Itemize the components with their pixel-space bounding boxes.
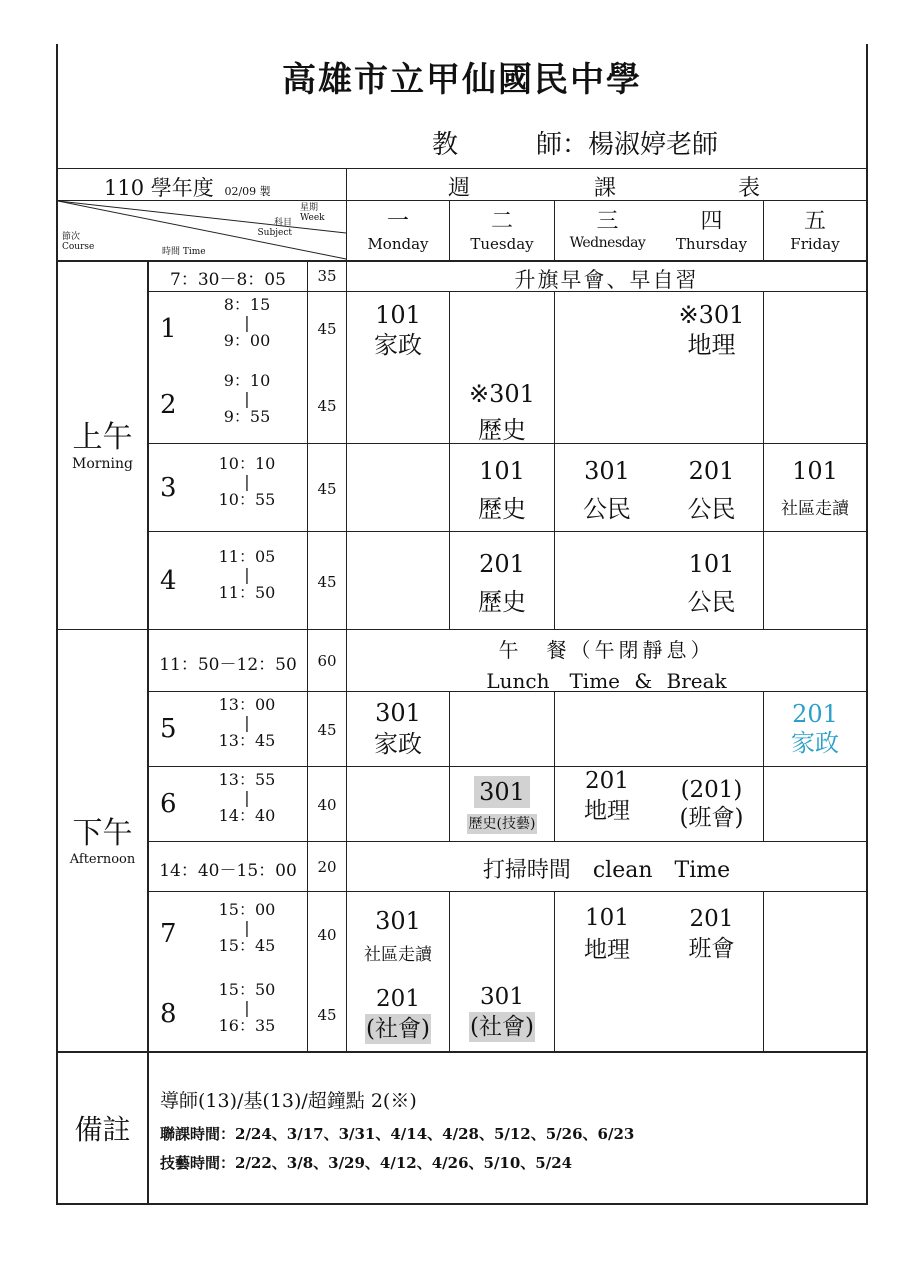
day-zh: 四 (700, 209, 723, 234)
period-end: 14：40 (218, 806, 276, 825)
day-en: Thursday (675, 235, 748, 253)
period-end: 13：45 (218, 731, 276, 750)
class-cell-thu-p7 (660, 904, 763, 964)
period-start: 11：05 (218, 547, 276, 566)
morning-zh: 上午 (72, 420, 133, 455)
period-time (200, 372, 294, 426)
class-cell-mon-p5 (347, 698, 449, 760)
class-subject: 社區走讀 (781, 499, 849, 519)
period-sep: | (244, 918, 250, 937)
clean-time: 14：40－15：00 (159, 861, 297, 881)
class-code: 301 (375, 699, 421, 727)
class-code: 301 (480, 984, 524, 1010)
period-sep: | (244, 713, 250, 732)
period-number: 5 (160, 714, 177, 744)
class-code: 201 (479, 550, 525, 578)
day-zh: 五 (803, 209, 826, 234)
class-subject: 地理 (687, 331, 736, 359)
class-subject: 公民 (687, 495, 736, 523)
period-end: 9：00 (223, 331, 271, 350)
day-zh: 一 (386, 209, 409, 234)
period-sep: | (244, 788, 250, 807)
period-time (200, 548, 294, 602)
period-start: 15：00 (218, 900, 276, 919)
class-subject: 歷史 (478, 495, 526, 523)
class-subject: 歷史 (478, 588, 526, 616)
afternoon-label (58, 808, 147, 867)
class-code: ※301 (678, 301, 745, 329)
period-sep: | (244, 998, 250, 1017)
class-code: ※301 (469, 380, 535, 408)
morning-en: Morning (72, 456, 133, 472)
school-year-date: 02/09 製 (224, 185, 271, 198)
period-time (200, 901, 294, 955)
schedule-title-table: 表 (738, 176, 761, 201)
lunch-text-zh: 午 餐（午閉靜息） (498, 638, 715, 662)
class-code: 101 (375, 301, 421, 329)
period-start: 10：10 (218, 454, 276, 473)
class-cell-mon-p8 (347, 984, 449, 1044)
class-code: 101 (792, 457, 838, 485)
class-cell-tue-p4 (450, 545, 554, 621)
period-end: 10：55 (218, 490, 276, 509)
school-year (104, 172, 271, 202)
notes-line-1: 導師(13)/基(13)/超鐘點 2(※) (160, 1090, 417, 1112)
day-header-wednesday (555, 204, 660, 251)
class-subject: 歷史(技藝) (468, 816, 536, 832)
morning-label (58, 412, 147, 472)
period-start: 13：00 (218, 695, 276, 714)
class-cell-thu-p6 (660, 776, 763, 832)
day-en: Friday (790, 235, 840, 253)
class-cell-mon-p1 (347, 300, 449, 360)
clean-minutes: 20 (317, 858, 337, 876)
class-cell-thu-p3 (660, 452, 763, 528)
school-year-label: 110 學年度 (104, 176, 214, 200)
class-code: 201 (688, 457, 735, 485)
corner-subject: 科目 Subject (257, 218, 292, 238)
period-time (200, 981, 294, 1035)
class-cell-wed-p6 (555, 766, 659, 826)
period-minutes: 45 (317, 397, 337, 415)
class-subject: (班會) (679, 805, 744, 831)
period-end: 15：45 (218, 936, 276, 955)
class-code: 101 (688, 550, 735, 578)
class-subject: (社會) (366, 1016, 430, 1042)
period-minutes: 40 (317, 796, 337, 814)
day-zh: 二 (490, 209, 513, 234)
period-time (200, 771, 294, 825)
class-code: 101 (585, 905, 629, 931)
class-cell-thu-p4 (660, 545, 763, 621)
period-time (200, 296, 294, 350)
corner-week: 星期 Week (300, 203, 325, 223)
period-end: 9：55 (223, 407, 271, 426)
flag-time: 7：30－8：05 (170, 270, 286, 290)
afternoon-en: Afternoon (69, 852, 136, 867)
period-minutes: 45 (317, 573, 337, 591)
period-minutes: 45 (317, 721, 337, 739)
class-subject: 班會 (688, 936, 735, 962)
clean-text: 打掃時間 clean Time (482, 858, 731, 883)
class-code: 101 (479, 457, 525, 485)
class-cell-mon-p7 (347, 904, 449, 972)
day-header-tuesday (450, 204, 554, 253)
class-code: 201 (585, 768, 629, 794)
class-code: 201 (689, 906, 734, 932)
period-start: 15：50 (218, 980, 276, 999)
notes-label: 備註 (74, 1113, 131, 1146)
class-subject: 歷史 (478, 416, 526, 444)
corner-time: 時間 Time (162, 247, 206, 257)
day-en: Tuesday (470, 235, 534, 253)
period-number: 4 (160, 566, 177, 596)
period-sep: | (244, 472, 250, 491)
period-minutes: 45 (317, 320, 337, 338)
period-number: 7 (160, 919, 177, 949)
period-minutes: 40 (317, 926, 337, 944)
period-sep: | (244, 313, 250, 332)
class-code: (201) (680, 777, 743, 803)
corner-session: 節次 Course (62, 232, 95, 252)
class-code: 201 (792, 700, 838, 728)
class-cell-fri-p3 (764, 452, 866, 528)
period-time (200, 696, 294, 750)
flag-minutes: 35 (317, 267, 337, 285)
period-start: 8：15 (223, 295, 271, 314)
class-code: 301 (474, 776, 530, 808)
period-sep: | (244, 565, 250, 584)
class-cell-wed-p3 (555, 452, 659, 528)
class-cell-tue-p2 (450, 376, 554, 448)
afternoon-zh: 下午 (72, 816, 133, 851)
notes-line-3: 技藝時間：2/22、3/8、3/29、4/12、4/26、5/10、5/24 (160, 1154, 573, 1172)
period-number: 2 (160, 390, 177, 420)
schedule-title-class: 課 (594, 176, 617, 201)
day-header-thursday (660, 204, 763, 253)
period-start: 9：10 (223, 371, 271, 390)
class-subject: 家政 (791, 729, 839, 757)
class-cell-fri-p5 (764, 700, 866, 758)
class-cell-tue-p8 (450, 982, 554, 1042)
period-number: 1 (160, 314, 177, 344)
period-sep: | (244, 389, 250, 408)
day-zh: 三 (596, 209, 619, 234)
period-minutes: 45 (317, 480, 337, 498)
teacher-name: 教 師：楊淑婷老師 (432, 130, 719, 160)
class-subject: 公民 (687, 588, 736, 616)
class-subject: 家政 (374, 331, 422, 359)
notes-line-2: 聯課時間：2/24、3/17、3/31、4/14、4/28、5/12、5/26、6/23 (160, 1125, 635, 1143)
period-number: 8 (160, 999, 177, 1029)
class-code: 301 (584, 457, 630, 485)
class-subject: 地理 (584, 937, 630, 963)
day-header-friday (764, 204, 866, 253)
period-number: 6 (160, 789, 177, 819)
period-end: 11：50 (218, 583, 276, 602)
class-code: 201 (376, 986, 420, 1012)
lunch-minutes: 60 (317, 652, 337, 670)
day-en: Wednesday (569, 235, 646, 251)
lunch-text-en: Lunch Time & Break (486, 669, 727, 693)
class-code: 301 (375, 907, 421, 935)
class-subject: 社區走讀 (364, 945, 432, 965)
day-en: Monday (367, 235, 429, 253)
period-start: 13：55 (218, 770, 276, 789)
lunch-time: 11：50－12：50 (159, 655, 297, 675)
period-number: 3 (160, 473, 177, 503)
class-cell-thu-p1 (660, 300, 763, 360)
class-cell-tue-p6 (450, 776, 554, 834)
page-title: 高雄市立甲仙國民中學 (282, 60, 642, 100)
class-subject: (社會) (470, 1014, 534, 1040)
class-subject: 地理 (584, 798, 630, 824)
day-header-monday (347, 204, 449, 253)
period-end: 16：35 (218, 1016, 276, 1035)
class-cell-wed-p7 (555, 902, 659, 966)
class-cell-tue-p3 (450, 452, 554, 528)
period-time (200, 455, 294, 509)
class-subject: 家政 (374, 730, 422, 758)
period-minutes: 45 (317, 1006, 337, 1024)
schedule-title-week: 週 (448, 176, 471, 201)
flag-text: 升旗早會、早自習 (514, 268, 699, 292)
class-subject: 公民 (583, 495, 631, 523)
